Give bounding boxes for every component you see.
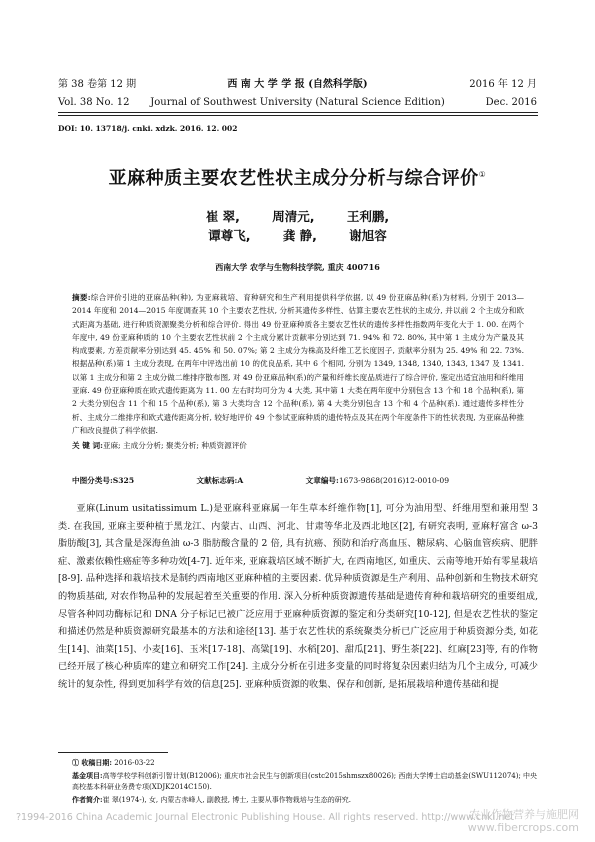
article-title-text: 亚麻种质主要农艺性状主成分分析与综合评价 (108, 168, 479, 189)
doi: DOI: 10. 13718/j. cnki. xdzk. 2016. 12. 002 (58, 124, 238, 133)
article-title (0, 164, 595, 190)
header-rule-bottom (58, 115, 538, 116)
keywords-text: 亚麻; 主成分分析; 聚类分析; 种质资源评价 (102, 441, 247, 451)
author-name: 周清元, (272, 209, 315, 224)
fund-value: 高等学校学科创新引智计划(B12006); 重庆市社会民生与创新项目(cstc2015shmszx80026); 西南大学博士启动基金(SWU112074); 中央高校基本科研业务费专项(XDJK2014C150). (72, 771, 538, 791)
author-name: 王利鹏, (346, 209, 390, 224)
abstract-label: 摘要: (72, 293, 91, 302)
author-line-1 (0, 207, 595, 225)
received-label: ① 收稿日期: (72, 758, 113, 767)
article-number-label: 文章编号: (305, 476, 339, 485)
author-line-2 (0, 226, 595, 244)
header-rule-top (58, 112, 538, 113)
keywords (72, 439, 524, 452)
received-date (72, 757, 538, 770)
journal-name-cn: 西 南 大 学 学 报 (自然科学版) (227, 79, 368, 90)
received-value: 2016-03-22 (114, 759, 155, 767)
author-bio-label: 作者简介: (72, 794, 103, 804)
author-bio-value: 崔 翠(1974-), 女, 内蒙古赤峰人, 副教授, 博士, 主要从事作物栽培与生态的研究. (102, 795, 351, 804)
volume-issue-cn: 第 38 卷第 12 期 (58, 79, 137, 90)
author-name: 龚 静, (282, 228, 317, 243)
clc-label: 中图分类号: (72, 476, 113, 485)
article-number-value: 1673-9868(2016)12-0010-09 (338, 476, 450, 485)
keywords-label: 关 键 词: (72, 441, 103, 451)
watermark-line-1: 农业作物营养与施肥网 (469, 808, 579, 821)
fund-info (72, 770, 538, 794)
fund-label: 基金项目: (72, 770, 103, 780)
issue-date-en: Dec. 2016 (485, 97, 537, 108)
doc-code-label: 文献标志码: (196, 476, 238, 485)
doc-code-value: A (237, 476, 244, 485)
watermark (468, 808, 579, 834)
journal-name-en: Journal of Southwest University (Natural Science Edition) (150, 97, 445, 108)
copyright-notice: ?1994-2016 China Academic Journal Electronic Publishing House. All rights reserved. http://www.cnki.net (16, 812, 514, 823)
volume-issue-en: Vol. 38 No. 12 (58, 97, 130, 108)
abstract (72, 291, 524, 453)
author-name: 崔 翠, (205, 209, 240, 224)
clc-value: S325 (112, 476, 135, 485)
watermark-line-2: www.fibercrops.com (467, 821, 579, 834)
author-name: 谭尊飞, (208, 228, 251, 243)
footnote (72, 757, 538, 806)
affiliation: 西南大学 农学与生物科技学院, 重庆 400716 (215, 262, 380, 272)
author-bio (72, 794, 538, 807)
author-name: 谢旭容 (349, 228, 387, 243)
classification-line (72, 475, 449, 487)
issue-date-cn: 2016 年 12 月 (469, 79, 537, 90)
title-footnote-mark: ① (478, 170, 487, 179)
body-paragraph: 亚麻(Linum usitatissimum L.)是亚麻科亚麻属一年生草本纤维作物[1], 可分为油用型、纤维用型和兼用型 3 类. 在我国, 亚麻主要种植于黑龙江、内蒙古、山西、河北、甘肃等华北及西北地区[2], 有研究表明, 亚麻籽富含 ω-3 脂肪酸[3], 其含量是深海鱼油 ω-3 脂肪酸含量的 2 倍, 具有抗癌、预防和治疗高血压、糖尿病、心脑血管疾病、肥胖症、激素依赖性癌症等多种功效[4-7]. 近年来, 亚麻栽培区域不断扩大, 在西南地区, 如重庆、云南等地开始有零星栽培[8-9]. 品种选择和栽培技术是制约西南地区亚麻种植的主要因素. 优异种质资源是生产利用、品种创新和生物技术研究的物质基础, 对农作物品种的发展起着至关重要的作用. 深入分析种质资源遗传基础是遗传育种和栽培研究的重要组成, 尽管各种同功酶标记和 DNA 分子标记已被广泛应用于亚麻种质资源的鉴定和分类研究[10-12], 但是农艺性状的鉴定和描述仍然是种质资源研究最基本的方法和途径[13]. 基于农艺性状的系统聚类分析已广泛应用于种质资源分类, 如花生[14]、油菜[15]、小麦[16]、玉米[17-18]、高粱[19]、水稻[20]、甜瓜[21]、野生茶[22]、红麻[23]等, 有的作物已经开展了核心种质库的建立和研究工作[24]. 主成分分析在引进多变量的同时将复杂因素归结为几个主成分, 可减少统计的复杂性, 得到更加科学有效的信息[25]. 亚麻种质资源的收集、保存和创新, 是拓展栽培种遗传基础和提 (58, 503, 538, 690)
footnote-rule (58, 752, 168, 753)
abstract-text: 综合评价引进的亚麻品种(种), 为亚麻栽培、育种研究和生产利用提供科学依据, 以 49 份亚麻品种(系)为材料, 分别于 2013—2014 年度和 2014—2015 年度调查其 10 个主要农艺性状, 分析其遗传多样性、估算主要农艺性状的主成分, 并以前 2 个主成分和欧式距离为基础, 进行种质资源聚类分析和综合评价. 得出 49 份亚麻种质各主要农艺性状的遗传多样性指数两年变化大于 1. 00. 在两个年度中, 49 份亚麻种质的 10 个主要农艺性状前 2 个主成分累计贡献率分别达到 71. 94% 和 72. 80%, 其中第 1 主成分为产量及其构成要素, 方差贡献率分别达到 45. 45% 和 50. 07%; 第 2 主成分为株高及纤维工艺长度因子, 贡献率分别为 25. 49% 和 22. 73%. 根据品种(系)第 1 主成分表现, 在两年中评选出前 10 的优良品系, 其中 6 个相同, 分别为 1349, 1348, 1340, 1343, 1347 及 1341. 以第 1 主成分和第 2 主成分做二维排序散布图, 对 49 份亚麻品种(系)的产量和纤维长度品质进行了综合评价, 鉴定出适宜油用和纤维用亚麻. 49 份亚麻种质在欧式遗传距离为 11. 00 左右时均可分为 4 大类, 其中第 1 大类在两年度中分别包含 13 个和 18 个品种(系), 第 2 大类分别包含 11 个和 15 个品种(系), 第 3 大类均含 12 个品种(系), 第 4 大类分别包含 13 个和 4 个品种(系). 通过遗传多样性分析、主成分二维排序和欧式遗传距离分析, 较好地评价 49 个参试亚麻种质的遗传特点及其在两个年度条件下的性状表现, 为亚麻品种推广和改良提供了科学依据. (72, 293, 524, 435)
